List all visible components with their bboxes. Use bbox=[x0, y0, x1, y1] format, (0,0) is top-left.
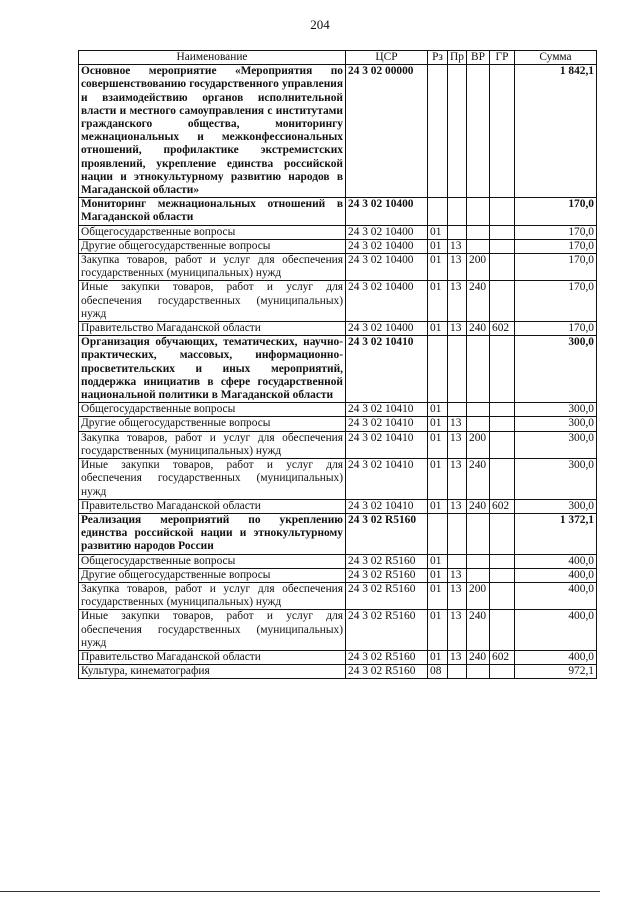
cell-vr bbox=[467, 336, 490, 403]
cell-name: Реализация мероприятий по укреплению единства российской нации и этнокультурному развитию народов России bbox=[79, 513, 346, 554]
cell-csr: 24 3 02 10410 bbox=[346, 499, 428, 513]
cell-gr bbox=[490, 610, 515, 651]
cell-csr: 24 3 02 10400 bbox=[346, 322, 428, 336]
cell-vr: 240 bbox=[467, 499, 490, 513]
cell-vr bbox=[467, 417, 490, 431]
table-row bbox=[79, 322, 597, 336]
cell-gr bbox=[490, 239, 515, 253]
cell-vr bbox=[467, 65, 490, 198]
cell-name: Другие общегосударственные вопросы bbox=[79, 239, 346, 253]
cell-csr: 24 3 02 10400 bbox=[346, 281, 428, 322]
cell-name: Закупка товаров, работ и услуг для обеспечения государственных (муниципальных) нужд bbox=[79, 582, 346, 609]
cell-sum: 170,0 bbox=[515, 322, 597, 336]
cell-vr: 200 bbox=[467, 582, 490, 609]
cell-pr bbox=[448, 665, 467, 679]
cell-vr bbox=[467, 665, 490, 679]
cell-rz: 01 bbox=[428, 610, 448, 651]
cell-rz: 01 bbox=[428, 568, 448, 582]
cell-pr bbox=[448, 198, 467, 225]
cell-csr: 24 3 02 R5160 bbox=[346, 568, 428, 582]
cell-csr: 24 3 02 R5160 bbox=[346, 582, 428, 609]
header-pr: Пр bbox=[448, 51, 467, 65]
cell-sum: 300,0 bbox=[515, 417, 597, 431]
table-row bbox=[79, 198, 597, 225]
cell-csr: 24 3 02 10410 bbox=[346, 336, 428, 403]
cell-rz bbox=[428, 336, 448, 403]
table-row bbox=[79, 554, 597, 568]
cell-vr bbox=[467, 239, 490, 253]
cell-csr: 24 3 02 R5160 bbox=[346, 665, 428, 679]
cell-pr: 13 bbox=[448, 610, 467, 651]
cell-rz: 01 bbox=[428, 239, 448, 253]
cell-rz: 01 bbox=[428, 417, 448, 431]
cell-pr: 13 bbox=[448, 239, 467, 253]
cell-sum: 170,0 bbox=[515, 198, 597, 225]
cell-vr: 240 bbox=[467, 322, 490, 336]
cell-name: Основное мероприятие «Мероприятия по совершенствованию государственного управления и взаимодействию органов исполнительной власти и местного самоуправления с институтами гражданского общества, мониторингу межнациональных и межконфессиональных отношений, профилактике экстремистских проявлений, укрепление единства российской нации и этнокультурному развитию народов в Магаданской области» bbox=[79, 65, 346, 198]
cell-vr: 200 bbox=[467, 431, 490, 458]
cell-csr: 24 3 02 R5160 bbox=[346, 554, 428, 568]
cell-name: Правительство Магаданской области bbox=[79, 322, 346, 336]
cell-pr: 13 bbox=[448, 417, 467, 431]
cell-csr: 24 3 02 10400 bbox=[346, 225, 428, 239]
cell-vr: 240 bbox=[467, 650, 490, 664]
cell-pr: 13 bbox=[448, 499, 467, 513]
cell-gr bbox=[490, 582, 515, 609]
table-row bbox=[79, 65, 597, 198]
cell-gr bbox=[490, 336, 515, 403]
cell-csr: 24 3 02 R5160 bbox=[346, 513, 428, 554]
cell-name: Другие общегосударственные вопросы bbox=[79, 568, 346, 582]
cell-gr: 602 bbox=[490, 650, 515, 664]
cell-vr: 240 bbox=[467, 610, 490, 651]
cell-gr bbox=[490, 568, 515, 582]
cell-vr bbox=[467, 198, 490, 225]
cell-name: Общегосударственные вопросы bbox=[79, 554, 346, 568]
cell-csr: 24 3 02 10410 bbox=[346, 403, 428, 417]
header-vr: ВР bbox=[467, 51, 490, 65]
cell-gr bbox=[490, 281, 515, 322]
cell-rz: 01 bbox=[428, 254, 448, 281]
cell-vr bbox=[467, 403, 490, 417]
table-row bbox=[79, 650, 597, 664]
cell-rz bbox=[428, 65, 448, 198]
cell-pr: 13 bbox=[448, 459, 467, 500]
page-number: 204 bbox=[310, 17, 330, 32]
cell-sum: 170,0 bbox=[515, 225, 597, 239]
cell-gr bbox=[490, 254, 515, 281]
cell-name: Закупка товаров, работ и услуг для обеспечения государственных (муниципальных) нужд bbox=[79, 431, 346, 458]
cell-sum: 300,0 bbox=[515, 336, 597, 403]
cell-vr: 240 bbox=[467, 459, 490, 500]
cell-pr bbox=[448, 65, 467, 198]
cell-gr bbox=[490, 554, 515, 568]
table-row bbox=[79, 582, 597, 609]
cell-vr: 200 bbox=[467, 254, 490, 281]
cell-gr bbox=[490, 513, 515, 554]
table-row bbox=[79, 499, 597, 513]
cell-name: Иные закупки товаров, работ и услуг для обеспечения государственных (муниципальных) нужд bbox=[79, 610, 346, 651]
cell-sum: 972,1 bbox=[515, 665, 597, 679]
header-rz: Рз bbox=[428, 51, 448, 65]
cell-sum: 300,0 bbox=[515, 459, 597, 500]
cell-name: Мониторинг межнациональных отношений в Магаданской области bbox=[79, 198, 346, 225]
cell-rz: 01 bbox=[428, 281, 448, 322]
header-name: Наименование bbox=[79, 51, 346, 65]
cell-gr bbox=[490, 459, 515, 500]
cell-sum: 400,0 bbox=[515, 554, 597, 568]
table-row bbox=[79, 665, 597, 679]
cell-rz: 01 bbox=[428, 459, 448, 500]
header-csr: ЦСР bbox=[346, 51, 428, 65]
cell-sum: 170,0 bbox=[515, 239, 597, 253]
cell-name: Закупка товаров, работ и услуг для обеспечения государственных (муниципальных) нужд bbox=[79, 254, 346, 281]
cell-gr bbox=[490, 65, 515, 198]
table-body bbox=[79, 65, 597, 679]
cell-gr bbox=[490, 665, 515, 679]
cell-sum: 1 372,1 bbox=[515, 513, 597, 554]
cell-rz: 08 bbox=[428, 665, 448, 679]
cell-sum: 400,0 bbox=[515, 650, 597, 664]
cell-csr: 24 3 02 10400 bbox=[346, 239, 428, 253]
table-header-row bbox=[79, 51, 597, 65]
cell-rz bbox=[428, 513, 448, 554]
cell-rz: 01 bbox=[428, 403, 448, 417]
cell-sum: 1 842,1 bbox=[515, 65, 597, 198]
cell-csr: 24 3 02 10400 bbox=[346, 198, 428, 225]
cell-gr: 602 bbox=[490, 322, 515, 336]
cell-rz: 01 bbox=[428, 554, 448, 568]
cell-rz: 01 bbox=[428, 225, 448, 239]
cell-rz: 01 bbox=[428, 499, 448, 513]
cell-pr bbox=[448, 513, 467, 554]
cell-pr bbox=[448, 554, 467, 568]
cell-sum: 400,0 bbox=[515, 610, 597, 651]
cell-pr: 13 bbox=[448, 568, 467, 582]
cell-pr bbox=[448, 225, 467, 239]
cell-pr: 13 bbox=[448, 254, 467, 281]
cell-pr bbox=[448, 336, 467, 403]
table-row bbox=[79, 513, 597, 554]
cell-vr bbox=[467, 554, 490, 568]
cell-pr: 13 bbox=[448, 650, 467, 664]
cell-gr bbox=[490, 403, 515, 417]
table-row bbox=[79, 336, 597, 403]
cell-name: Правительство Магаданской области bbox=[79, 650, 346, 664]
cell-rz bbox=[428, 198, 448, 225]
cell-pr: 13 bbox=[448, 322, 467, 336]
header-sum: Сумма bbox=[515, 51, 597, 65]
cell-sum: 400,0 bbox=[515, 582, 597, 609]
table-row bbox=[79, 431, 597, 458]
cell-gr bbox=[490, 417, 515, 431]
cell-name: Правительство Магаданской области bbox=[79, 499, 346, 513]
table-row bbox=[79, 254, 597, 281]
cell-sum: 170,0 bbox=[515, 281, 597, 322]
cell-pr: 13 bbox=[448, 582, 467, 609]
cell-rz: 01 bbox=[428, 582, 448, 609]
cell-vr bbox=[467, 568, 490, 582]
cell-csr: 24 3 02 10410 bbox=[346, 459, 428, 500]
cell-vr: 240 bbox=[467, 281, 490, 322]
cell-name: Общегосударственные вопросы bbox=[79, 225, 346, 239]
cell-gr bbox=[490, 225, 515, 239]
cell-vr bbox=[467, 513, 490, 554]
cell-name: Культура, кинематография bbox=[79, 665, 346, 679]
cell-rz: 01 bbox=[428, 650, 448, 664]
table-row bbox=[79, 403, 597, 417]
cell-sum: 300,0 bbox=[515, 403, 597, 417]
cell-name: Другие общегосударственные вопросы bbox=[79, 417, 346, 431]
cell-name: Иные закупки товаров, работ и услуг для обеспечения государственных (муниципальных) нужд bbox=[79, 459, 346, 500]
table-row bbox=[79, 239, 597, 253]
table-row bbox=[79, 610, 597, 651]
table-row bbox=[79, 459, 597, 500]
cell-name: Общегосударственные вопросы bbox=[79, 403, 346, 417]
table-row bbox=[79, 417, 597, 431]
budget-table bbox=[78, 50, 597, 679]
header-gr: ГР bbox=[490, 51, 515, 65]
cell-gr: 602 bbox=[490, 499, 515, 513]
cell-csr: 24 3 02 R5160 bbox=[346, 610, 428, 651]
cell-sum: 400,0 bbox=[515, 568, 597, 582]
cell-gr bbox=[490, 198, 515, 225]
cell-sum: 300,0 bbox=[515, 431, 597, 458]
cell-name: Иные закупки товаров, работ и услуг для обеспечения государственных (муниципальных) нужд bbox=[79, 281, 346, 322]
table-row bbox=[79, 225, 597, 239]
cell-rz: 01 bbox=[428, 322, 448, 336]
table-row bbox=[79, 568, 597, 582]
cell-csr: 24 3 02 R5160 bbox=[346, 650, 428, 664]
cell-csr: 24 3 02 10400 bbox=[346, 254, 428, 281]
cell-csr: 24 3 02 10410 bbox=[346, 417, 428, 431]
cell-pr: 13 bbox=[448, 431, 467, 458]
cell-pr bbox=[448, 403, 467, 417]
cell-csr: 24 3 02 10410 bbox=[346, 431, 428, 458]
cell-name: Организация обучающих, тематических, научно-практических, массовых, информационно-просветительских и иных мероприятий, поддержка инициатив в сфере государственной национальной политики в Магаданской области bbox=[79, 336, 346, 403]
cell-sum: 300,0 bbox=[515, 499, 597, 513]
table-row bbox=[79, 281, 597, 322]
cell-gr bbox=[490, 431, 515, 458]
cell-pr: 13 bbox=[448, 281, 467, 322]
cell-rz: 01 bbox=[428, 431, 448, 458]
cell-csr: 24 3 02 00000 bbox=[346, 65, 428, 198]
cell-sum: 170,0 bbox=[515, 254, 597, 281]
bottom-rule bbox=[0, 891, 600, 892]
cell-vr bbox=[467, 225, 490, 239]
